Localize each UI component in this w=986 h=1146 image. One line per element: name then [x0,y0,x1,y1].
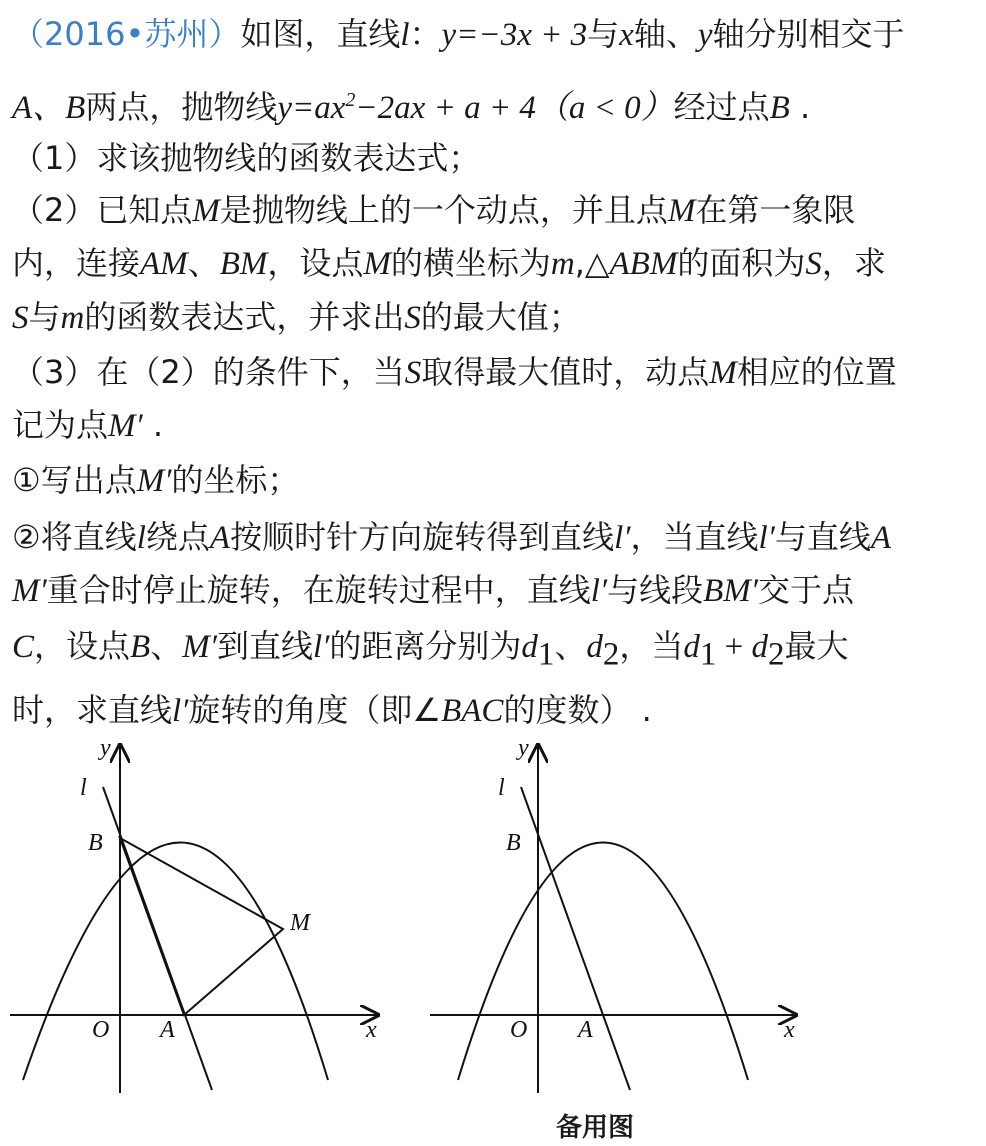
parabola-curve [458,843,748,1081]
line-1: （2016•苏州）如图，直线l：y=−3x + 3与x轴、y轴分别相交于 [12,15,905,53]
label-x: x [784,1017,795,1043]
question-1: （1）求该抛物线的函数表达式； [12,139,481,177]
label-l: l [498,775,505,801]
figure-main-diagram [0,735,400,1100]
label-l: l [80,775,87,801]
question-3-2-line-2: M′重合时停止旋转，在旋转过程中，直线l′与线段BM′交于点 [12,571,855,609]
question-3-line-2: 记为点M′ . [12,406,164,444]
figure-backup [418,735,818,1104]
label-y: y [518,735,529,761]
question-3-line-1: （3）在（2）的条件下，当S取得最大值时，动点M相应的位置 [12,353,897,391]
question-3-2-line-3: C，设点B、M′到直线l′的距离分别为$d_1$、$d_2$，当$d_1 + d_2$最大 [12,627,849,673]
label-a: A [578,1017,593,1043]
label-a: A [160,1017,175,1043]
line-equation: y=−3x + 3 [441,17,588,53]
question-3-2-line-1: ②将直线l绕点A按顺时针方向旋转得到直线l′，当直线l′与直线A [12,518,892,556]
label-x: x [366,1017,377,1043]
parabola-equation: $y=ax^2-2ax + a + 4(a < 0)$ [277,89,674,126]
figure-backup-diagram [418,735,818,1100]
source-label: （2016•苏州） [12,15,241,53]
label-o: O [510,1017,528,1043]
label-b: B [88,830,103,856]
question-2-line-1: （2）已知点M是抛物线上的一个动点，并且点M在第一象限 [12,191,856,229]
label-b: B [506,830,521,856]
label-y: y [100,735,111,761]
label-o: O [92,1017,110,1043]
figure-main [0,735,400,1104]
parabola-curve [23,843,328,1081]
line-2: A、B两点，抛物线$y=ax^2-2ax + a + 4(a < 0)$经过点B . [12,88,811,126]
backup-figure-caption: 备用图 [556,1113,635,1143]
question-3-1: ①写出点M′的坐标； [12,461,300,499]
question-2-line-3: S与m的函数表达式，并求出S的最大值； [12,298,581,336]
label-m: M [290,910,310,936]
question-2-line-2: 内，连接AM、BM，设点M的横坐标为m,△ABM的面积为S，求 [12,244,886,282]
triangle-abm [120,838,283,1015]
question-3-2-line-4: 时，求直线l′旋转的角度（即∠BAC的度数） . [12,691,652,729]
